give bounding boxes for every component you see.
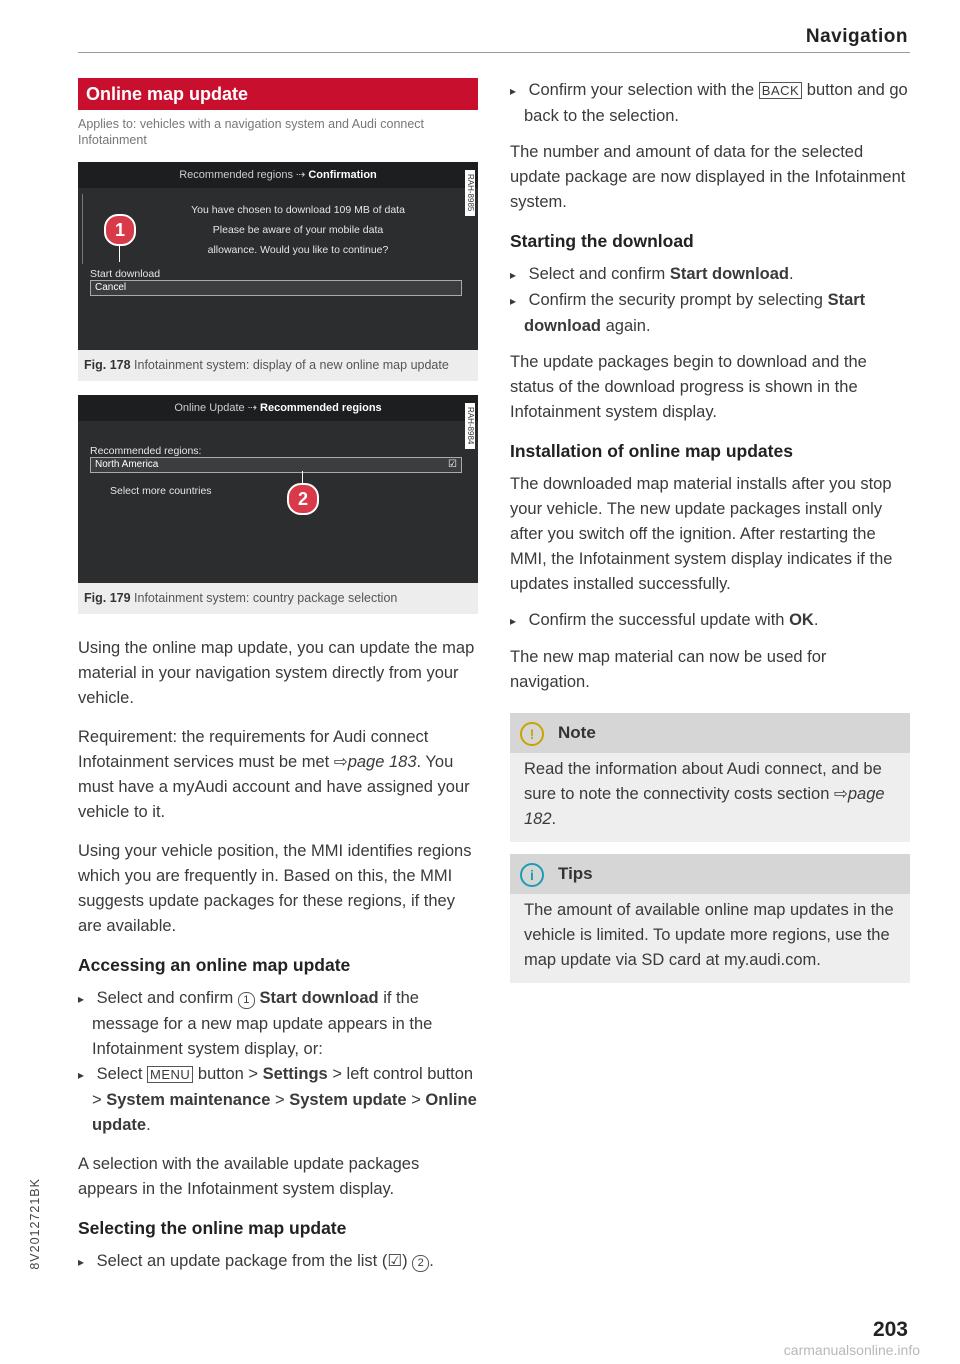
bullet-text: > bbox=[411, 1091, 421, 1109]
watermark-text: carmanualsonline.info bbox=[783, 1342, 920, 1358]
section-heading: Online map update bbox=[78, 78, 478, 110]
section-title: Navigation bbox=[805, 26, 908, 47]
figure-label: Fig. 179 bbox=[84, 591, 131, 605]
checkbox-checked-icon: ☑ bbox=[387, 1252, 403, 1270]
left-column bbox=[78, 78, 478, 1275]
note-text: Read the information about Audi connect, and be sure to note the connectivity costs section bbox=[524, 760, 882, 803]
paragraph: The downloaded map material installs after you stop your vehicle. The new update packages install only after you switch off the ignition. After restarting the MMI, the Infotainment system display indicates if the updates installed successfully. bbox=[510, 475, 893, 593]
back-key: BACK bbox=[759, 82, 802, 99]
screen-title-bar bbox=[78, 395, 478, 421]
tips-title: Tips bbox=[558, 864, 593, 883]
frame-line bbox=[82, 194, 83, 264]
bullet-text: ) bbox=[402, 1252, 408, 1270]
screen-message-line: Please be aware of your mobile data bbox=[212, 224, 384, 236]
callout-2: 2 bbox=[287, 483, 319, 515]
bullet-emphasis: Start download bbox=[259, 989, 379, 1007]
list-item-select-more[interactable]: Select more countries bbox=[110, 485, 212, 497]
paragraph: The new map material can now be used for navigation. bbox=[510, 648, 827, 691]
bullet-text: Select bbox=[96, 1065, 143, 1083]
bullet-text: . bbox=[789, 265, 794, 283]
paragraph bbox=[78, 725, 478, 825]
bullet-item bbox=[510, 288, 910, 339]
document-code: 8V2012721BK bbox=[28, 1178, 42, 1270]
callout-ref: 1 bbox=[238, 992, 255, 1009]
figure-caption bbox=[78, 583, 478, 614]
bullet-text: . bbox=[146, 1116, 151, 1134]
caution-icon: ! bbox=[520, 722, 544, 746]
figure-caption bbox=[78, 350, 478, 381]
paragraph: The update packages begin to download and the status of the download progress is shown in the Infotainment system display. bbox=[510, 353, 867, 421]
note-box bbox=[510, 713, 910, 842]
page-ref-arrow-icon: ⇨ bbox=[834, 785, 848, 803]
bullet-emphasis: Start download bbox=[524, 291, 866, 335]
checkbox-checked-icon[interactable]: ☑ bbox=[448, 459, 457, 470]
screen-title-bar bbox=[78, 162, 478, 188]
bullet-emphasis: OK bbox=[789, 611, 814, 629]
bullet-text: Select and confirm bbox=[96, 989, 234, 1007]
bullet-emphasis: System maintenance bbox=[106, 1091, 271, 1109]
bullet-text: . bbox=[813, 611, 819, 629]
subheading: Selecting the online map update bbox=[78, 1218, 347, 1238]
mmi-screen-regions bbox=[78, 395, 478, 583]
note-title: Note bbox=[558, 723, 596, 742]
figure-code: RAH-8985 bbox=[465, 170, 475, 216]
bullet-text: again. bbox=[605, 317, 651, 335]
screen-breadcrumb-parent: Recommended regions bbox=[179, 169, 293, 181]
bullet-text: if the message for a new map update appears in the Infotainment system display, or: bbox=[92, 989, 433, 1058]
bullet-text: button > bbox=[197, 1065, 259, 1083]
page-ref-arrow-icon: ⇨ bbox=[333, 753, 348, 771]
menu-item-cancel-selected[interactable]: Cancel bbox=[90, 280, 462, 296]
bullet-item bbox=[510, 608, 910, 634]
list-header: Recommended regions: bbox=[90, 445, 202, 457]
note-body bbox=[510, 753, 910, 842]
tips-header bbox=[510, 854, 910, 894]
subheading: Accessing an online map update bbox=[78, 955, 351, 975]
right-column bbox=[510, 78, 910, 983]
page-reference-link[interactable]: page 183 bbox=[347, 753, 417, 771]
bullet-emphasis: Online update bbox=[92, 1091, 477, 1134]
bullet-text: button and go back to the selection. bbox=[524, 81, 908, 125]
arrow-icon: ⇢ bbox=[247, 402, 261, 414]
screen-message-line: allowance. Would you like to continue? bbox=[207, 244, 389, 256]
figure-caption-text: Infotainment system: display of a new online map update bbox=[134, 358, 449, 372]
screen-breadcrumb-parent: Online Update bbox=[174, 402, 245, 414]
bullet-item bbox=[78, 986, 478, 1062]
note-header bbox=[510, 713, 910, 753]
menu-key: MENU bbox=[147, 1066, 193, 1083]
bullet-item bbox=[510, 262, 910, 288]
info-icon: i bbox=[520, 863, 544, 887]
paragraph: The number and amount of data for the selected update package are now displayed in the Infotainment system. bbox=[510, 143, 906, 211]
bullet-text: > left control button > bbox=[92, 1065, 474, 1109]
header-rule bbox=[78, 52, 910, 53]
bullet-text: Confirm your selection with the bbox=[528, 81, 755, 99]
bullet-text: Confirm the security prompt by selecting bbox=[528, 291, 823, 309]
figure-179 bbox=[78, 395, 478, 614]
screen-message-line: You have chosen to download 109 MB of data bbox=[191, 204, 405, 216]
applies-to: Applies to: vehicles with a navigation system and Audi connect Infotainment bbox=[78, 117, 425, 147]
list-item-label: North America bbox=[95, 459, 159, 470]
paragraph: Using your vehicle position, the MMI identifies regions which you are frequently in. Based on this, the MMI suggests update packages for these regions, if they are available. bbox=[78, 842, 472, 935]
subheading: Starting the download bbox=[510, 231, 694, 251]
bullet-text: Confirm the successful update with bbox=[528, 611, 785, 629]
bullet-item bbox=[510, 78, 910, 129]
mmi-screen-confirmation bbox=[78, 162, 478, 350]
figure-caption-text: Infotainment system: country package selection bbox=[134, 591, 398, 605]
bullet-text: . bbox=[429, 1252, 434, 1270]
callout-ref: 2 bbox=[412, 1255, 429, 1272]
paragraph: A selection with the available update packages appears in the Infotainment system display. bbox=[78, 1155, 420, 1198]
screen-breadcrumb-current: Confirmation bbox=[308, 169, 377, 181]
note-text: . bbox=[551, 810, 557, 828]
bullet-text: > bbox=[274, 1091, 285, 1109]
figure-178 bbox=[78, 162, 478, 381]
bullet-item bbox=[78, 1249, 478, 1275]
page-number: 203 bbox=[872, 1318, 908, 1341]
tips-body: The amount of available online map updates in the vehicle is limited. To update more regions, use the map update via SD card at my.audi.com. bbox=[524, 901, 894, 969]
bullet-emphasis: Settings bbox=[262, 1065, 328, 1083]
subheading: Installation of online map updates bbox=[510, 441, 793, 461]
callout-1: 1 bbox=[104, 214, 136, 246]
screen-breadcrumb-current: Recommended regions bbox=[260, 402, 382, 414]
figure-label: Fig. 178 bbox=[84, 358, 131, 372]
page-reference-link[interactable]: page 182 bbox=[524, 785, 885, 828]
arrow-icon: ⇢ bbox=[296, 169, 309, 181]
paragraph-text: Requirement: the requirements for Audi connect Infotainment services must be met bbox=[78, 728, 429, 771]
bullet-item bbox=[78, 1062, 478, 1138]
menu-item-start-download[interactable]: Start download bbox=[90, 268, 161, 280]
bullet-text: Select and confirm bbox=[528, 265, 666, 283]
paragraph-text: . You must have a myAudi account and have assigned your vehicle to it. bbox=[78, 753, 470, 821]
figure-code: RAH-8984 bbox=[465, 403, 475, 449]
bullet-emphasis: System update bbox=[289, 1091, 407, 1109]
tips-box bbox=[510, 854, 910, 983]
paragraph: Using the online map update, you can update the map material in your navigation system directly from your vehicle. bbox=[78, 639, 475, 707]
list-item-north-america[interactable] bbox=[90, 457, 462, 473]
bullet-emphasis: Start download bbox=[669, 265, 790, 283]
bullet-text: Select an update package from the list ( bbox=[96, 1252, 388, 1270]
